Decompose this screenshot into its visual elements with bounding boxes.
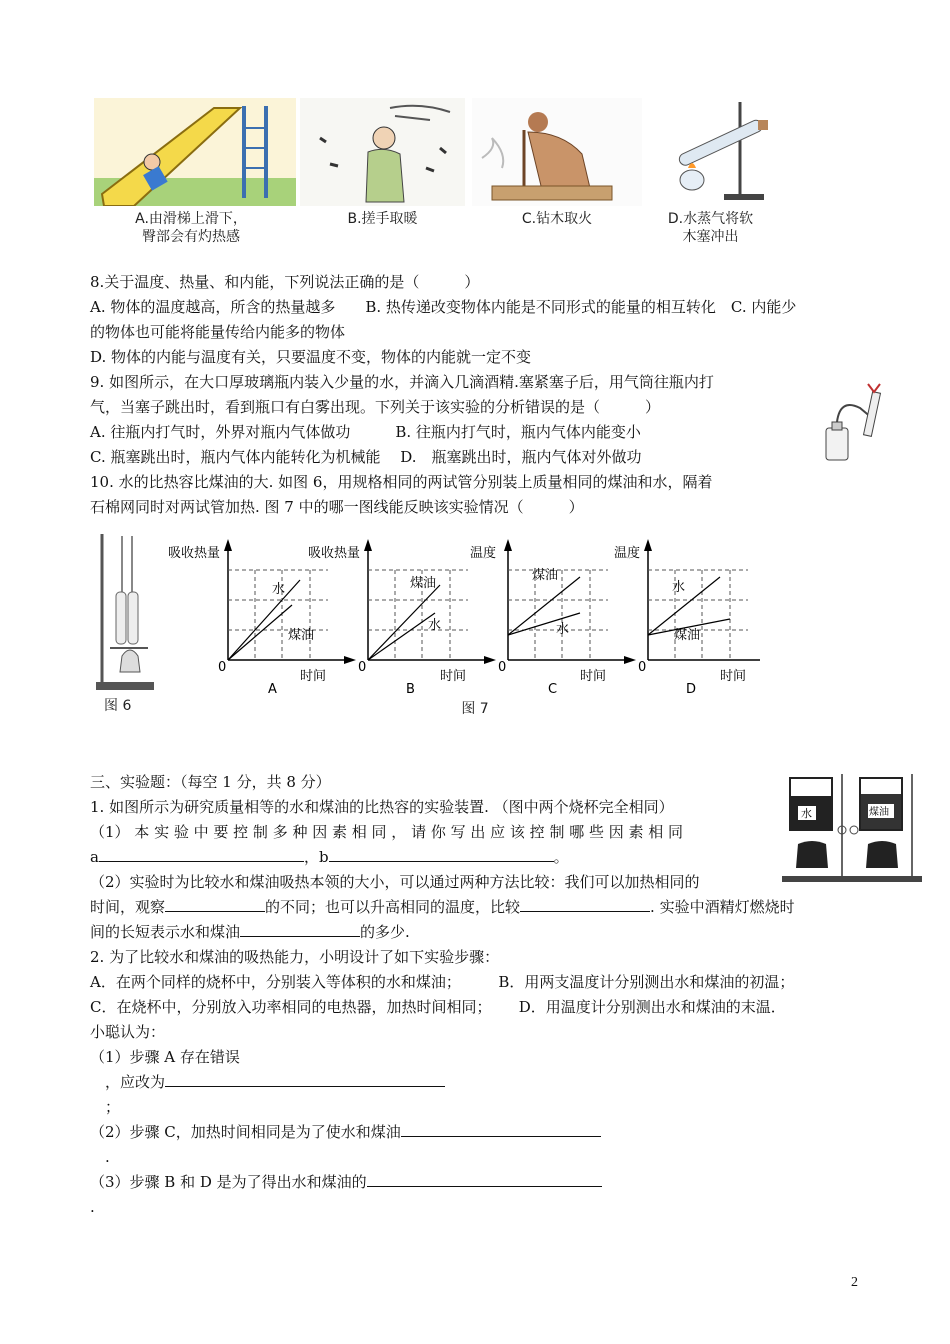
graph-c-letter: C xyxy=(548,682,558,697)
text: （2）步骤 C，加热时间相同是为了使水和煤油 xyxy=(90,1123,401,1141)
q9-stem: 气，当塞子跳出时，看到瓶口有白雾出现。下列关于该实验的分析错误的是（ ） xyxy=(90,398,661,416)
graph-a-upper-series: 水 xyxy=(272,582,286,597)
graph-b-lower-series: 水 xyxy=(428,618,442,633)
text: 时间，观察 xyxy=(90,898,166,916)
q8-options-line: A. 物体的温度越高，所含的热量越多 B. 热传递改变物体内能是不同形式的能量的相互转化 C. 内能少 xyxy=(90,298,797,316)
q3-2-think: 小聪认为： xyxy=(90,1023,166,1041)
q8-stem: 8.关于温度、热量、和内能，下列说法正确的是（ ） xyxy=(90,273,480,291)
bottle-pump-figure xyxy=(820,378,890,468)
graph-a-xlabel: 时间 xyxy=(300,669,327,684)
graph-b-ylabel: 吸收热量 xyxy=(308,546,361,561)
blank-end: 。 xyxy=(553,848,569,866)
blank-label-a: a xyxy=(90,848,99,866)
text: 的不同；也可以升高相同的温度，比较 xyxy=(265,898,521,916)
graph-c-ylabel: 温度 xyxy=(470,546,497,561)
q3-2-sub3 xyxy=(90,1172,602,1192)
graph-c-origin: 0 xyxy=(498,660,507,675)
graph-b xyxy=(308,539,496,697)
q9-options-line: A. 往瓶内打气时，外界对瓶内气体做功 B. 往瓶内打气时，瓶内气体内能变小 xyxy=(90,423,641,441)
blank-observe[interactable] xyxy=(165,897,265,912)
graph-a-lower-series: 煤油 xyxy=(288,628,315,643)
page-number: 2 xyxy=(851,1275,858,1290)
graph-d-lower-series: 煤油 xyxy=(674,628,701,643)
beaker-apparatus-figure xyxy=(782,772,922,884)
graph-a-ylabel: 吸收热量 xyxy=(168,546,221,561)
graph-b-xlabel: 时间 xyxy=(440,669,467,684)
graph-d-origin: 0 xyxy=(638,660,647,675)
blank-bd-purpose[interactable] xyxy=(367,1172,602,1187)
q3-1-part2: （2）实验时为比较水和煤油吸热本领的大小，可以通过两种方法比较：我们可以加热相同的 xyxy=(90,873,700,891)
text: 间的长短表示水和煤油 xyxy=(90,923,241,941)
blank-amount[interactable] xyxy=(240,922,360,937)
graph-d xyxy=(614,539,760,697)
picture-caption-d: D.水蒸气将软 木塞冲出 xyxy=(667,211,754,245)
blank-b[interactable] xyxy=(329,847,554,862)
blank-label-b: ，b xyxy=(303,848,329,866)
figure-6-label: 图 6 xyxy=(104,698,132,714)
q3-2-step-ab: A．在两个同样的烧杯中，分别装入等体积的水和煤油； B．用两支温度计分别测出水和煤油的初温； xyxy=(90,973,795,991)
q3-2-sub1-answer xyxy=(90,1072,445,1092)
q3-2-sub2 xyxy=(90,1122,601,1142)
q9-options-line: C. 瓶塞跳出时，瓶内气体内能转化为机械能 D. 瓶塞跳出时，瓶内气体对外做功 xyxy=(90,448,642,466)
graph-d-xlabel: 时间 xyxy=(720,669,747,684)
graph-d-letter: D xyxy=(686,682,697,697)
q3-2-stem: 2. 为了比较水和煤油的吸热能力，小明设计了如下实验步骤： xyxy=(90,948,500,966)
picture-caption-b: B.搓手取暖 xyxy=(347,211,418,227)
q3-1-part2-line3 xyxy=(90,922,410,942)
graph-a xyxy=(168,539,356,697)
figure-7-graphs xyxy=(160,535,760,705)
section-3-heading: 三、实验题：（每空 1 分，共 8 分） xyxy=(90,773,331,791)
graph-b-letter: B xyxy=(406,682,415,697)
figure-6-apparatus xyxy=(94,532,156,692)
picture-caption-c: C.钻木取火 xyxy=(521,211,593,227)
q8-options-line: D. 物体的内能与温度有关，只要温度不变，物体的内能就一定不变 xyxy=(90,348,532,366)
beaker-oil-label: 煤油 xyxy=(869,807,889,818)
q3-2-step-cd: C．在烧杯中，分别放入功率相同的电热器，加热时间相同； D．用温度计分别测出水和煤油的末温． xyxy=(90,998,786,1016)
q3-1-stem: 1. 如图所示为研究质量相等的水和煤油的比热容的实验装置. （图中两个烧杯完全相同） xyxy=(90,798,674,816)
q9-stem: 9. 如图所示，在大口厚玻璃瓶内装入少量的水，并滴入几滴酒精.塞紧塞子后，用气筒往瓶内打 xyxy=(90,373,714,391)
q10-stem: 10. 水的比热容比煤油的大. 如图 6，用规格相同的两试管分别装上质量相同的煤油和水，隔着 xyxy=(90,473,713,491)
picture-caption-a: A.由滑梯上滑下， 臀部会有灼热感 xyxy=(135,211,247,245)
graph-a-letter: A xyxy=(268,682,277,697)
graph-c-xlabel: 时间 xyxy=(580,669,607,684)
graph-d-ylabel: 温度 xyxy=(614,546,641,561)
text: （3）步骤 B 和 D 是为了得出水和煤油的 xyxy=(90,1173,367,1191)
q3-1-blanks-line xyxy=(90,847,569,867)
figure-7-label: 图 7 xyxy=(461,701,489,717)
q3-2-sub3-end: . xyxy=(90,1198,95,1216)
blank-correction[interactable] xyxy=(165,1072,445,1087)
graph-c-lower-series: 水 xyxy=(556,622,570,637)
q10-stem: 石棉网同时对两试管加热. 图 7 中的哪一图线能反映该实验情况（ ） xyxy=(90,498,584,516)
q3-2-sub1: （1）步骤 A 存在错误 xyxy=(90,1048,240,1066)
graph-c xyxy=(470,539,636,697)
graph-d-upper-series: 水 xyxy=(672,580,686,595)
graph-c-upper-series: 煤油 xyxy=(532,568,559,583)
beaker-water-label: 水 xyxy=(801,807,812,820)
q3-2-sub2-end: . xyxy=(90,1148,110,1166)
q3-1-part2-line2 xyxy=(90,897,795,917)
text: 的多少. xyxy=(360,923,410,941)
blank-a[interactable] xyxy=(99,847,304,862)
graph-a-origin: 0 xyxy=(218,660,227,675)
q3-1-part1: （1） 本 实 验 中 要 控 制 多 种 因 素 相 同 ， 请 你 写 出 应 该 控 制 哪 些 因 素 相 同 xyxy=(90,823,684,841)
text: ，应改为 xyxy=(90,1073,166,1091)
blank-compare[interactable] xyxy=(520,897,650,912)
graph-b-origin: 0 xyxy=(358,660,367,675)
q8-options-line: 的物体也可能将能量传给内能多的物体 xyxy=(90,323,346,341)
q3-2-sub1-end: ； xyxy=(90,1098,121,1116)
text: . 实验中酒精灯燃烧时 xyxy=(650,898,795,916)
blank-heating-purpose[interactable] xyxy=(401,1122,601,1137)
graph-b-upper-series: 煤油 xyxy=(410,576,437,591)
